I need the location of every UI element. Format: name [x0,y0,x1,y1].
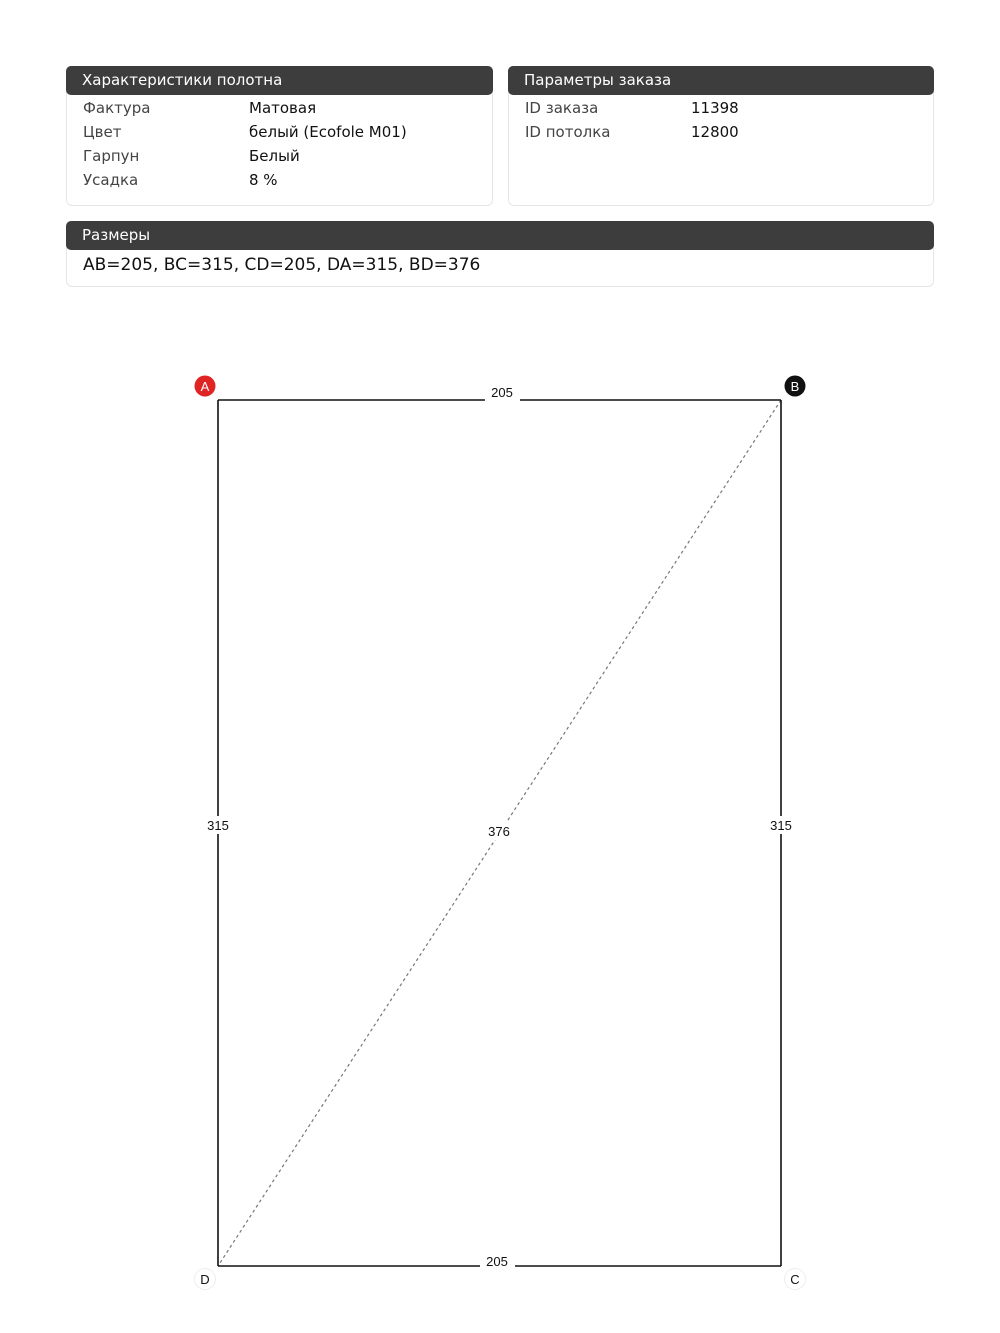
row-value: Белый [249,147,300,165]
edge-da-label: 315 [207,818,229,833]
sizes-title: Размеры [66,221,934,250]
row-key: ID потолка [525,123,611,141]
vertex-d-label: D [200,1272,210,1287]
row-value: 8 % [249,171,278,189]
row-value: 12800 [691,123,739,141]
row-key: Фактура [83,99,151,117]
row-value: 11398 [691,99,739,117]
row-key: Усадка [83,171,139,189]
canvas-characteristics-title: Характеристики полотна [66,66,493,95]
vertex-b-marker [785,376,806,397]
vertex-a-marker [195,376,216,397]
row-key: Цвет [83,123,122,141]
row-key: Гарпун [83,147,140,165]
edge-bc-label: 315 [770,818,792,833]
row-value: белый (Ecofole M01) [249,123,407,141]
vertex-c-marker [785,1269,806,1290]
vertex-b-label: B [790,379,800,394]
row-key: ID заказа [525,99,599,117]
vertex-c-label: C [790,1272,800,1287]
vertex-a-label: A [200,379,210,394]
row-value: Матовая [249,99,317,117]
edge-cd-label: 205 [486,1254,508,1269]
edge-ab-label: 205 [491,385,513,400]
vertex-d-marker [195,1269,216,1290]
diagonal-bd-label: 376 [488,824,510,839]
sizes-summary: AB=205, BC=315, CD=205, DA=315, BD=376 [83,255,481,275]
order-params-title: Параметры заказа [508,66,934,95]
